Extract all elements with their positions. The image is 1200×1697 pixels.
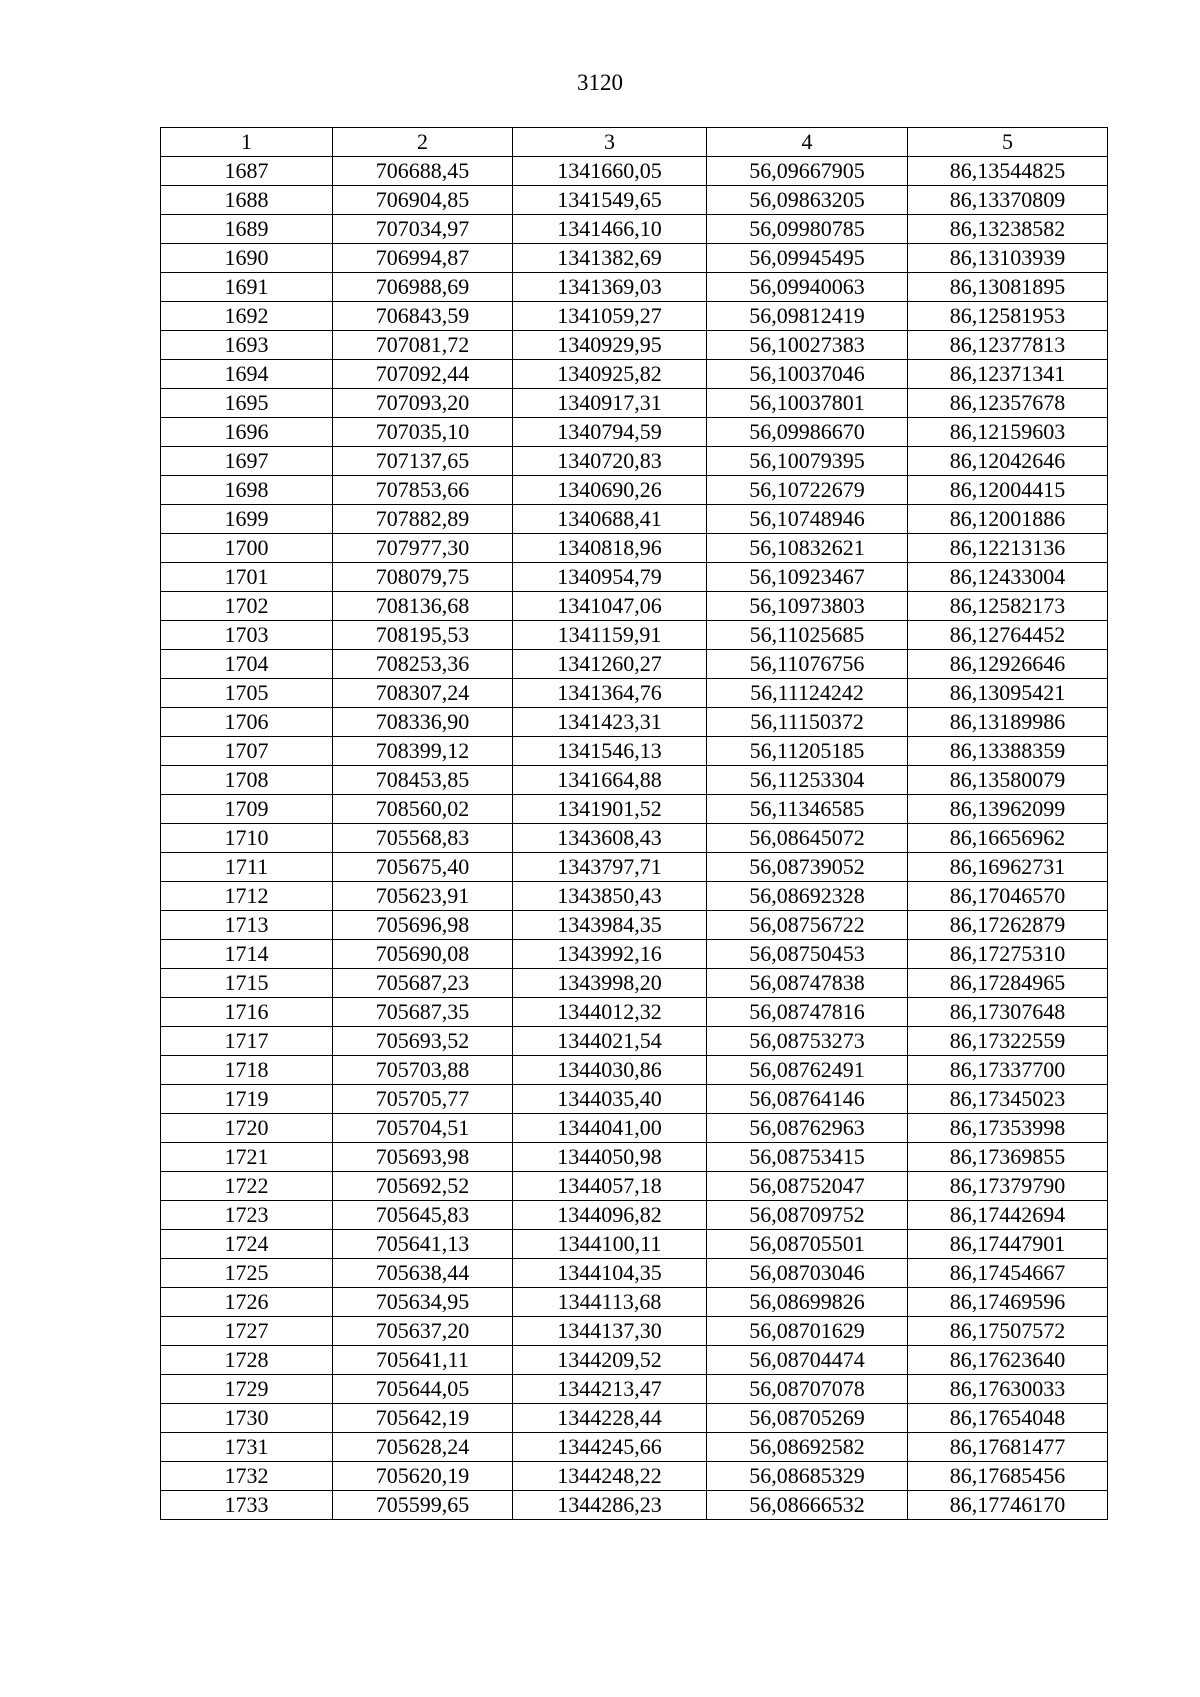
table-cell-col-2: 705690,08 — [333, 940, 513, 969]
table-cell-col-1: 1711 — [161, 853, 333, 882]
table-row — [161, 650, 1108, 679]
table-cell-col-1: 1729 — [161, 1375, 333, 1404]
table-cell-col-5: 86,13370809 — [908, 186, 1108, 215]
table-cell-col-1: 1692 — [161, 302, 333, 331]
table-cell-col-2: 705693,52 — [333, 1027, 513, 1056]
table-cell-col-2: 708253,36 — [333, 650, 513, 679]
table-cell-col-4: 56,08739052 — [707, 853, 908, 882]
table-cell-col-3: 1341549,65 — [513, 186, 707, 215]
table-row — [161, 302, 1108, 331]
table-cell-col-1: 1697 — [161, 447, 333, 476]
table-cell-col-3: 1344286,23 — [513, 1491, 707, 1520]
table-cell-col-4: 56,11205185 — [707, 737, 908, 766]
table-row — [161, 1201, 1108, 1230]
table-cell-col-4: 56,08685329 — [707, 1462, 908, 1491]
table-cell-col-1: 1701 — [161, 563, 333, 592]
table-cell-col-5: 86,17442694 — [908, 1201, 1108, 1230]
table-row — [161, 1433, 1108, 1462]
table-cell-col-1: 1687 — [161, 157, 333, 186]
table-cell-col-3: 1344012,32 — [513, 998, 707, 1027]
table-cell-col-4: 56,09980785 — [707, 215, 908, 244]
table-cell-col-1: 1707 — [161, 737, 333, 766]
table-cell-col-1: 1718 — [161, 1056, 333, 1085]
table-row — [161, 389, 1108, 418]
table-cell-col-3: 1344209,52 — [513, 1346, 707, 1375]
table-cell-col-1: 1725 — [161, 1259, 333, 1288]
table-cell-col-3: 1344137,30 — [513, 1317, 707, 1346]
table-cell-col-2: 705703,88 — [333, 1056, 513, 1085]
table-cell-col-3: 1343998,20 — [513, 969, 707, 998]
table-cell-col-3: 1340917,31 — [513, 389, 707, 418]
table-cell-col-5: 86,17262879 — [908, 911, 1108, 940]
table-cell-col-4: 56,11076756 — [707, 650, 908, 679]
table-cell-col-1: 1694 — [161, 360, 333, 389]
table-row — [161, 911, 1108, 940]
table-cell-col-1: 1723 — [161, 1201, 333, 1230]
table-row — [161, 476, 1108, 505]
table-cell-col-3: 1341059,27 — [513, 302, 707, 331]
table-row — [161, 244, 1108, 273]
table-cell-col-3: 1344096,82 — [513, 1201, 707, 1230]
table-cell-col-4: 56,08701629 — [707, 1317, 908, 1346]
table-cell-col-5: 86,17454667 — [908, 1259, 1108, 1288]
table-cell-col-3: 1340925,82 — [513, 360, 707, 389]
table-cell-col-3: 1343850,43 — [513, 882, 707, 911]
table-cell-col-4: 56,08699826 — [707, 1288, 908, 1317]
table-cell-col-3: 1341660,05 — [513, 157, 707, 186]
table-cell-col-2: 705675,40 — [333, 853, 513, 882]
table-cell-col-4: 56,10037046 — [707, 360, 908, 389]
table-row — [161, 1085, 1108, 1114]
table-row — [161, 795, 1108, 824]
table-cell-col-3: 1344041,00 — [513, 1114, 707, 1143]
table-body — [161, 157, 1108, 1520]
table-row — [161, 1027, 1108, 1056]
table-cell-col-1: 1717 — [161, 1027, 333, 1056]
table-cell-col-5: 86,13962099 — [908, 795, 1108, 824]
table-row — [161, 331, 1108, 360]
table-cell-col-4: 56,11124242 — [707, 679, 908, 708]
table-row — [161, 157, 1108, 186]
table-cell-col-3: 1341466,10 — [513, 215, 707, 244]
table-cell-col-2: 705628,24 — [333, 1433, 513, 1462]
table-cell-col-3: 1341260,27 — [513, 650, 707, 679]
table-cell-col-2: 706843,59 — [333, 302, 513, 331]
table-cell-col-2: 705568,83 — [333, 824, 513, 853]
table-cell-col-1: 1724 — [161, 1230, 333, 1259]
table-cell-col-1: 1708 — [161, 766, 333, 795]
table-cell-col-5: 86,12581953 — [908, 302, 1108, 331]
table-cell-col-4: 56,08762491 — [707, 1056, 908, 1085]
table-row — [161, 1172, 1108, 1201]
table-cell-col-1: 1705 — [161, 679, 333, 708]
table-cell-col-3: 1344113,68 — [513, 1288, 707, 1317]
table-row — [161, 360, 1108, 389]
table-cell-col-2: 707035,10 — [333, 418, 513, 447]
table-row — [161, 1056, 1108, 1085]
table-cell-col-1: 1713 — [161, 911, 333, 940]
table-cell-col-2: 707092,44 — [333, 360, 513, 389]
table-cell-col-1: 1712 — [161, 882, 333, 911]
table-cell-col-4: 56,08762963 — [707, 1114, 908, 1143]
table-row — [161, 1462, 1108, 1491]
table-cell-col-4: 56,08753273 — [707, 1027, 908, 1056]
table-cell-col-4: 56,10748946 — [707, 505, 908, 534]
table-cell-col-1: 1730 — [161, 1404, 333, 1433]
table-cell-col-5: 86,17630033 — [908, 1375, 1108, 1404]
table-cell-col-1: 1695 — [161, 389, 333, 418]
table-cell-col-5: 86,12764452 — [908, 621, 1108, 650]
table-cell-col-1: 1700 — [161, 534, 333, 563]
table-cell-col-4: 56,09945495 — [707, 244, 908, 273]
table-cell-col-4: 56,10037801 — [707, 389, 908, 418]
table-cell-col-4: 56,08752047 — [707, 1172, 908, 1201]
table-cell-col-1: 1720 — [161, 1114, 333, 1143]
table-cell-col-5: 86,12357678 — [908, 389, 1108, 418]
table-cell-col-3: 1344100,11 — [513, 1230, 707, 1259]
table-row — [161, 1346, 1108, 1375]
table-row — [161, 563, 1108, 592]
table-cell-col-5: 86,17379790 — [908, 1172, 1108, 1201]
table-cell-col-2: 705620,19 — [333, 1462, 513, 1491]
table-cell-col-3: 1341382,69 — [513, 244, 707, 273]
table-cell-col-4: 56,11150372 — [707, 708, 908, 737]
table-row — [161, 1259, 1108, 1288]
table-cell-col-2: 706904,85 — [333, 186, 513, 215]
table-row — [161, 215, 1108, 244]
table-cell-col-1: 1691 — [161, 273, 333, 302]
table-cell-col-5: 86,17685456 — [908, 1462, 1108, 1491]
table-cell-col-3: 1344248,22 — [513, 1462, 707, 1491]
table-cell-col-3: 1340794,59 — [513, 418, 707, 447]
table-row — [161, 1143, 1108, 1172]
table-cell-col-2: 708453,85 — [333, 766, 513, 795]
table-cell-col-2: 708136,68 — [333, 592, 513, 621]
table-cell-col-4: 56,08753415 — [707, 1143, 908, 1172]
table-cell-col-2: 705599,65 — [333, 1491, 513, 1520]
table-cell-col-5: 86,17353998 — [908, 1114, 1108, 1143]
table-cell-col-4: 56,08705501 — [707, 1230, 908, 1259]
table-row — [161, 853, 1108, 882]
table-cell-col-4: 56,08764146 — [707, 1085, 908, 1114]
table-cell-col-5: 86,12433004 — [908, 563, 1108, 592]
table-cell-col-1: 1702 — [161, 592, 333, 621]
column-header-2: 2 — [333, 128, 513, 157]
table-cell-col-2: 707882,89 — [333, 505, 513, 534]
table-cell-col-1: 1721 — [161, 1143, 333, 1172]
table-row — [161, 186, 1108, 215]
header-row — [161, 128, 1108, 157]
table-cell-col-2: 707853,66 — [333, 476, 513, 505]
table-cell-col-5: 86,17369855 — [908, 1143, 1108, 1172]
table-row — [161, 737, 1108, 766]
table-cell-col-1: 1689 — [161, 215, 333, 244]
table-cell-col-2: 705623,91 — [333, 882, 513, 911]
table-cell-col-2: 705644,05 — [333, 1375, 513, 1404]
table-cell-col-5: 86,17307648 — [908, 998, 1108, 1027]
table-row — [161, 708, 1108, 737]
table-cell-col-2: 705645,83 — [333, 1201, 513, 1230]
table-cell-col-3: 1341423,31 — [513, 708, 707, 737]
table-cell-col-4: 56,10973803 — [707, 592, 908, 621]
table-row — [161, 1230, 1108, 1259]
table-cell-col-1: 1732 — [161, 1462, 333, 1491]
table-cell-col-1: 1690 — [161, 244, 333, 273]
table-row — [161, 940, 1108, 969]
table-cell-col-3: 1340818,96 — [513, 534, 707, 563]
table-cell-col-1: 1714 — [161, 940, 333, 969]
table-cell-col-2: 705704,51 — [333, 1114, 513, 1143]
table-cell-col-4: 56,10027383 — [707, 331, 908, 360]
table-cell-col-3: 1341369,03 — [513, 273, 707, 302]
table-cell-col-4: 56,08747816 — [707, 998, 908, 1027]
table-cell-col-4: 56,10923467 — [707, 563, 908, 592]
table-row — [161, 1491, 1108, 1520]
table-cell-col-1: 1706 — [161, 708, 333, 737]
table-cell-col-3: 1344104,35 — [513, 1259, 707, 1288]
table-row — [161, 1288, 1108, 1317]
table-cell-col-3: 1344050,98 — [513, 1143, 707, 1172]
table-row — [161, 505, 1108, 534]
table-row — [161, 824, 1108, 853]
table-row — [161, 418, 1108, 447]
table-cell-col-5: 86,17507572 — [908, 1317, 1108, 1346]
table-cell-col-4: 56,09812419 — [707, 302, 908, 331]
table-cell-col-4: 56,08705269 — [707, 1404, 908, 1433]
table-cell-col-3: 1341159,91 — [513, 621, 707, 650]
table-row — [161, 621, 1108, 650]
table-cell-col-3: 1341901,52 — [513, 795, 707, 824]
table-row — [161, 1404, 1108, 1433]
table-cell-col-2: 706988,69 — [333, 273, 513, 302]
coordinates-table — [160, 127, 1108, 1520]
table-cell-col-5: 86,17275310 — [908, 940, 1108, 969]
table-cell-col-1: 1728 — [161, 1346, 333, 1375]
table-cell-col-3: 1341364,76 — [513, 679, 707, 708]
table-cell-col-4: 56,08692582 — [707, 1433, 908, 1462]
table-cell-col-4: 56,10832621 — [707, 534, 908, 563]
table-row — [161, 273, 1108, 302]
table-cell-col-3: 1340720,83 — [513, 447, 707, 476]
table-cell-col-2: 705687,23 — [333, 969, 513, 998]
table-cell-col-4: 56,08756722 — [707, 911, 908, 940]
table-cell-col-2: 708336,90 — [333, 708, 513, 737]
table-cell-col-4: 56,11346585 — [707, 795, 908, 824]
table-cell-col-2: 705634,95 — [333, 1288, 513, 1317]
table-cell-col-5: 86,13238582 — [908, 215, 1108, 244]
table-cell-col-2: 708399,12 — [333, 737, 513, 766]
table-row — [161, 592, 1108, 621]
table-cell-col-3: 1344021,54 — [513, 1027, 707, 1056]
table-cell-col-1: 1716 — [161, 998, 333, 1027]
table-cell-col-4: 56,11253304 — [707, 766, 908, 795]
table-cell-col-5: 86,16962731 — [908, 853, 1108, 882]
table-cell-col-3: 1340690,26 — [513, 476, 707, 505]
table-header — [161, 128, 1108, 157]
table-cell-col-4: 56,09667905 — [707, 157, 908, 186]
table-cell-col-5: 86,16656962 — [908, 824, 1108, 853]
table-cell-col-1: 1727 — [161, 1317, 333, 1346]
table-cell-col-5: 86,17337700 — [908, 1056, 1108, 1085]
table-row — [161, 1317, 1108, 1346]
table-cell-col-5: 86,17654048 — [908, 1404, 1108, 1433]
table-cell-col-2: 708307,24 — [333, 679, 513, 708]
table-cell-col-3: 1344228,44 — [513, 1404, 707, 1433]
table-cell-col-5: 86,17623640 — [908, 1346, 1108, 1375]
table-cell-col-3: 1341047,06 — [513, 592, 707, 621]
table-cell-col-4: 56,08703046 — [707, 1259, 908, 1288]
table-cell-col-1: 1693 — [161, 331, 333, 360]
table-cell-col-2: 707977,30 — [333, 534, 513, 563]
table-cell-col-1: 1715 — [161, 969, 333, 998]
table-row — [161, 766, 1108, 795]
table-cell-col-4: 56,09863205 — [707, 186, 908, 215]
table-cell-col-1: 1696 — [161, 418, 333, 447]
table-cell-col-5: 86,17046570 — [908, 882, 1108, 911]
table-cell-col-4: 56,10722679 — [707, 476, 908, 505]
column-header-4: 4 — [707, 128, 908, 157]
table-cell-col-4: 56,08666532 — [707, 1491, 908, 1520]
column-header-3: 3 — [513, 128, 707, 157]
table-cell-col-5: 86,13095421 — [908, 679, 1108, 708]
table-cell-col-3: 1344245,66 — [513, 1433, 707, 1462]
table-cell-col-3: 1344035,40 — [513, 1085, 707, 1114]
table-cell-col-2: 706994,87 — [333, 244, 513, 273]
table-cell-col-5: 86,12159603 — [908, 418, 1108, 447]
table-cell-col-4: 56,10079395 — [707, 447, 908, 476]
table-cell-col-5: 86,17284965 — [908, 969, 1108, 998]
table-cell-col-5: 86,13544825 — [908, 157, 1108, 186]
table-cell-col-2: 707034,97 — [333, 215, 513, 244]
table-cell-col-1: 1699 — [161, 505, 333, 534]
table-row — [161, 447, 1108, 476]
table-cell-col-5: 86,13189986 — [908, 708, 1108, 737]
table-cell-col-4: 56,09940063 — [707, 273, 908, 302]
table-cell-col-5: 86,17447901 — [908, 1230, 1108, 1259]
table-cell-col-5: 86,12371341 — [908, 360, 1108, 389]
table-row — [161, 534, 1108, 563]
table-cell-col-5: 86,12377813 — [908, 331, 1108, 360]
table-cell-col-1: 1726 — [161, 1288, 333, 1317]
table-row — [161, 1375, 1108, 1404]
table-cell-col-3: 1344213,47 — [513, 1375, 707, 1404]
table-cell-col-1: 1710 — [161, 824, 333, 853]
table-cell-col-3: 1340954,79 — [513, 563, 707, 592]
table-cell-col-1: 1719 — [161, 1085, 333, 1114]
table-cell-col-4: 56,08692328 — [707, 882, 908, 911]
table-cell-col-5: 86,17469596 — [908, 1288, 1108, 1317]
table-cell-col-4: 56,08709752 — [707, 1201, 908, 1230]
page-number: 3120 — [577, 70, 623, 95]
table-cell-col-1: 1698 — [161, 476, 333, 505]
table-cell-col-3: 1343608,43 — [513, 824, 707, 853]
column-header-5: 5 — [908, 128, 1108, 157]
table-cell-col-3: 1341664,88 — [513, 766, 707, 795]
table-cell-col-5: 86,17345023 — [908, 1085, 1108, 1114]
table-cell-col-1: 1703 — [161, 621, 333, 650]
table-cell-col-1: 1733 — [161, 1491, 333, 1520]
table-cell-col-1: 1704 — [161, 650, 333, 679]
table-row — [161, 679, 1108, 708]
table-cell-col-2: 707081,72 — [333, 331, 513, 360]
table-cell-col-2: 705638,44 — [333, 1259, 513, 1288]
table-cell-col-5: 86,13081895 — [908, 273, 1108, 302]
table-cell-col-1: 1731 — [161, 1433, 333, 1462]
table-cell-col-3: 1340688,41 — [513, 505, 707, 534]
table-cell-col-4: 56,11025685 — [707, 621, 908, 650]
table-cell-col-5: 86,17681477 — [908, 1433, 1108, 1462]
table-cell-col-2: 705687,35 — [333, 998, 513, 1027]
table-cell-col-2: 705637,20 — [333, 1317, 513, 1346]
table-cell-col-5: 86,12001886 — [908, 505, 1108, 534]
table-cell-col-3: 1343992,16 — [513, 940, 707, 969]
table-cell-col-2: 708079,75 — [333, 563, 513, 592]
table-row — [161, 998, 1108, 1027]
table-cell-col-5: 86,17746170 — [908, 1491, 1108, 1520]
table-cell-col-2: 705641,11 — [333, 1346, 513, 1375]
table-cell-col-4: 56,08707078 — [707, 1375, 908, 1404]
table-cell-col-3: 1343797,71 — [513, 853, 707, 882]
table-cell-col-5: 86,12004415 — [908, 476, 1108, 505]
table-cell-col-2: 705641,13 — [333, 1230, 513, 1259]
table-cell-col-3: 1340929,95 — [513, 331, 707, 360]
table-cell-col-5: 86,17322559 — [908, 1027, 1108, 1056]
table-cell-col-4: 56,08747838 — [707, 969, 908, 998]
table-row — [161, 969, 1108, 998]
table-cell-col-4: 56,08704474 — [707, 1346, 908, 1375]
table-cell-col-5: 86,12213136 — [908, 534, 1108, 563]
table-cell-col-1: 1688 — [161, 186, 333, 215]
table-cell-col-4: 56,08645072 — [707, 824, 908, 853]
table-cell-col-1: 1722 — [161, 1172, 333, 1201]
table-cell-col-3: 1341546,13 — [513, 737, 707, 766]
table-cell-col-2: 705705,77 — [333, 1085, 513, 1114]
table-row — [161, 882, 1108, 911]
table-cell-col-2: 706688,45 — [333, 157, 513, 186]
table-cell-col-2: 705692,52 — [333, 1172, 513, 1201]
table-cell-col-5: 86,12926646 — [908, 650, 1108, 679]
column-header-1: 1 — [161, 128, 333, 157]
table-cell-col-3: 1344030,86 — [513, 1056, 707, 1085]
table-cell-col-5: 86,13103939 — [908, 244, 1108, 273]
table-cell-col-2: 707093,20 — [333, 389, 513, 418]
table-cell-col-2: 708195,53 — [333, 621, 513, 650]
table-cell-col-1: 1709 — [161, 795, 333, 824]
table-cell-col-3: 1344057,18 — [513, 1172, 707, 1201]
table-cell-col-5: 86,12042646 — [908, 447, 1108, 476]
table-row — [161, 1114, 1108, 1143]
table-cell-col-2: 705693,98 — [333, 1143, 513, 1172]
table-cell-col-4: 56,09986670 — [707, 418, 908, 447]
table-cell-col-5: 86,13388359 — [908, 737, 1108, 766]
table-cell-col-5: 86,13580079 — [908, 766, 1108, 795]
table-cell-col-5: 86,12582173 — [908, 592, 1108, 621]
table-cell-col-2: 708560,02 — [333, 795, 513, 824]
table-cell-col-2: 705696,98 — [333, 911, 513, 940]
table-cell-col-3: 1343984,35 — [513, 911, 707, 940]
table-cell-col-4: 56,08750453 — [707, 940, 908, 969]
table-cell-col-2: 707137,65 — [333, 447, 513, 476]
table-cell-col-2: 705642,19 — [333, 1404, 513, 1433]
